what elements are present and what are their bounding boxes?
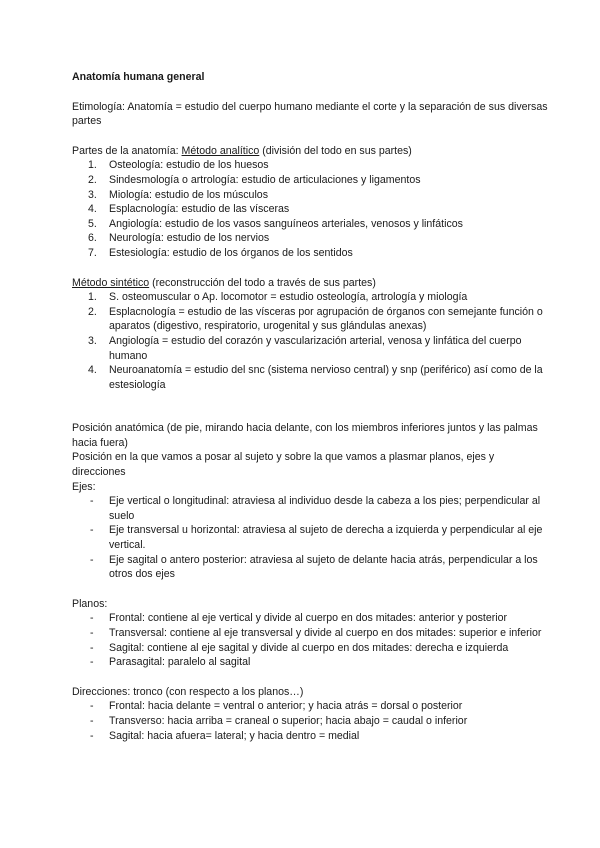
list-number: 3.	[88, 188, 97, 201]
list-text: Esplacnología = estudio de las vísceras por agrupación de órganos con semejante función o aparatos (digestivo, respiratorio, urogenital y sus glándulas anexas)	[109, 305, 543, 333]
list-number: 1.	[88, 159, 97, 172]
sintetico-list	[72, 290, 550, 392]
list-text: S. osteomuscular o Ap. locomotor = estudio osteología, artrología y miología	[109, 291, 468, 304]
list-text: Neuroanatomía = estudio del snc (sistema nervioso central) y snp (periférico) así como de la estesiología	[109, 364, 543, 391]
dash-bullet: -	[90, 700, 94, 713]
list-item	[72, 714, 550, 729]
list-item	[72, 158, 550, 173]
document-title: Anatomía humana general	[72, 71, 205, 83]
list-item	[72, 699, 550, 714]
list-item	[72, 729, 550, 744]
direcciones-list	[72, 699, 550, 743]
dash-bullet: -	[90, 612, 94, 625]
direcciones-heading: Direcciones: tronco (con respecto a los planos…)	[72, 685, 304, 698]
list-number: 5.	[88, 217, 97, 230]
list-text: Sagital: contiene al eje sagital y divide al cuerpo en dos mitades: derecha e izquierda	[109, 641, 509, 654]
dash-bullet: -	[90, 714, 94, 727]
list-item	[72, 202, 550, 217]
list-text: Parasagital: paralelo al sagital	[109, 656, 251, 669]
list-text: Frontal: contiene al eje vertical y divide al cuerpo en dos mitades: anterior y posterior	[109, 612, 508, 625]
partes-heading	[72, 144, 550, 159]
dash-bullet: -	[90, 656, 94, 669]
list-number: 3.	[88, 334, 97, 347]
list-item	[72, 334, 550, 363]
list-text: Sagital: hacia afuera= lateral; y hacia dentro = medial	[109, 729, 360, 742]
list-text: Frontal: hacia delante = ventral o anterior; y hacia atrás = dorsal o posterior	[109, 700, 463, 713]
list-text: Sindesmología o artrología: estudio de articulaciones y ligamentos	[109, 173, 421, 186]
list-item	[72, 290, 550, 305]
list-item	[72, 553, 550, 582]
list-text: Neurología: estudio de los nervios	[109, 232, 270, 245]
list-number: 7.	[88, 246, 97, 259]
list-number: 4.	[88, 364, 97, 377]
metodo-sintetico-label: Método sintético	[72, 276, 150, 289]
sintetico-suffix: (reconstrucción del todo a través de sus partes)	[149, 276, 376, 289]
dash-bullet: -	[90, 495, 94, 508]
list-number: 1.	[88, 291, 97, 304]
list-item	[72, 173, 550, 188]
list-number: 4.	[88, 203, 97, 216]
list-item	[72, 217, 550, 232]
list-text: Eje transversal u horizontal: atraviesa al sujeto de derecha a izquierda y perpendicular al eje vertical.	[109, 524, 543, 552]
dash-bullet: -	[90, 524, 94, 537]
list-number: 2.	[88, 173, 97, 186]
list-text: Eje vertical o longitudinal: atraviesa al individuo desde la cabeza a los pies; perpendicular al suelo	[109, 495, 541, 522]
planos-list	[72, 611, 550, 669]
dash-bullet: -	[90, 729, 94, 742]
planos-heading: Planos:	[72, 597, 108, 610]
list-text: Transversal: contiene al eje transversal y divide al cuerpo en dos mitades: superior e inferior	[109, 627, 542, 639]
partes-suffix: (división del todo en sus partes)	[259, 144, 412, 157]
list-text: Osteología: estudio de los huesos	[109, 159, 269, 172]
list-text: Angiología = estudio del corazón y vascularización arterial, venosa y linfática del cuerpo humano	[109, 334, 522, 362]
list-text: Angiología: estudio de los vasos sanguíneos arteriales, venosos y linfáticos	[109, 217, 463, 230]
dash-bullet: -	[90, 627, 94, 639]
list-text: Estesiología: estudio de los órganos de los sentidos	[109, 246, 353, 259]
list-item	[72, 188, 550, 203]
list-item	[72, 523, 550, 552]
list-item	[72, 641, 550, 656]
list-text: Eje sagital o antero posterior: atraviesa al sujeto de delante hacia atrás, perpendicular a los otros dos ejes	[109, 553, 538, 581]
list-item	[72, 246, 550, 261]
list-text: Transverso: hacia arriba = craneal o superior; hacia abajo = caudal o inferior	[109, 714, 468, 727]
list-number: 2.	[88, 305, 97, 318]
list-item	[72, 494, 550, 523]
dash-bullet: -	[90, 641, 94, 654]
posicion-anatomica-paragraph: Posición anatómica (de pie, mirando hacia delante, con los miembros inferiores juntos y las palmas hacia fuera)	[72, 422, 538, 449]
list-item	[72, 363, 550, 392]
dash-bullet: -	[90, 553, 94, 566]
list-item	[72, 305, 550, 334]
list-number: 6.	[88, 232, 97, 245]
etimologia-paragraph: Etimología: Anatomía = estudio del cuerpo humano mediante el corte y la separación de sus diversas partes	[72, 100, 548, 128]
partes-list	[72, 158, 550, 260]
list-item	[72, 626, 550, 641]
posicion-sujeto-paragraph: Posición en la que vamos a posar al sujeto y sobre la que vamos a plasmar planos, ejes y direcciones	[72, 451, 495, 479]
ejes-list	[72, 494, 550, 582]
ejes-heading: Ejes:	[72, 480, 96, 493]
list-item	[72, 231, 550, 246]
sintetico-heading	[72, 276, 550, 291]
list-item	[72, 655, 550, 670]
metodo-analitico-label: Método analítico	[181, 144, 260, 157]
list-item	[72, 611, 550, 626]
list-text: Miología: estudio de los músculos	[109, 188, 268, 201]
list-text: Esplacnología: estudio de las vísceras	[109, 203, 290, 216]
partes-prefix: Partes de la anatomía:	[72, 144, 182, 157]
